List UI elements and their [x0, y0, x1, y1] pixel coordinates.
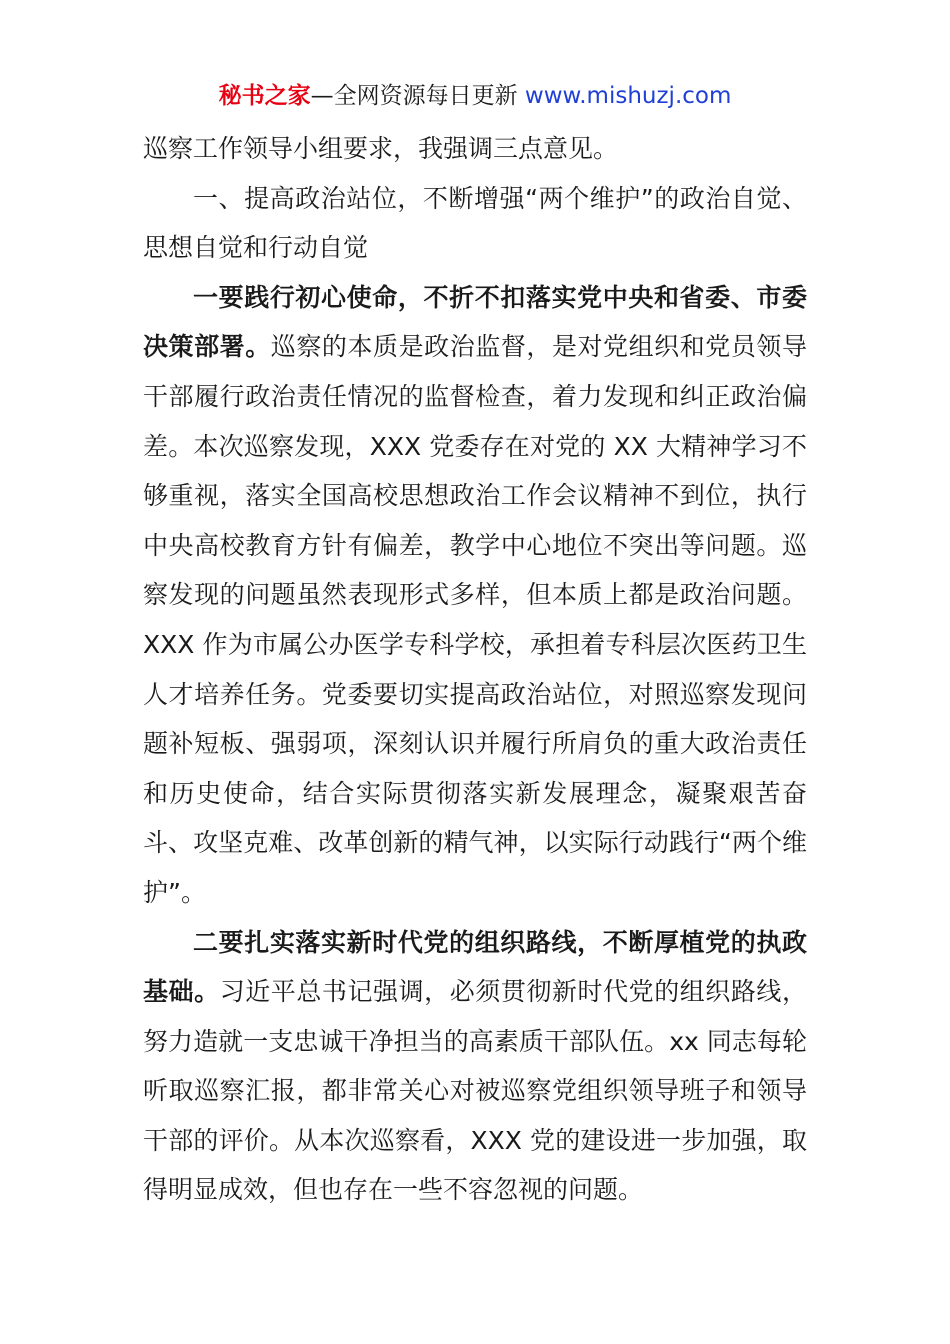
paragraph-intro: 巡察工作领导小组要求，我强调三点意见。 — [143, 134, 619, 163]
point-1-lead: 一要践行初心使命，不折不扣落实党中央和省委、市委决策部署。 — [143, 282, 807, 362]
point-2-lead: 二要扎实落实新时代党的组织路线，不断厚植党的执政基础。 — [143, 927, 807, 1007]
paragraph-point-2 — [143, 918, 807, 1216]
point-2-body: 习近平总书记强调，必须贯彻新时代党的组织路线，努力造就一支忠诚干净担当的高素质干部队伍。xx 同志每轮听取巡察汇报，都非常关心对被巡察党组织领导班子和领导干部的评价。从本次巡察看，XXX 党的建设进一步加强，取得明显成效，但也存在一些不容忽视的问题。 — [143, 977, 807, 1205]
point-1-body: 巡察的本质是政治监督，是对党组织和党员领导干部履行政治责任情况的监督检查，着力发现和纠正政治偏差。本次巡察发现，XXX 党委存在对党的 XX 大精神学习不够重视，落实全国高校思想政治工作会议精神不到位，执行中央高校教育方针有偏差，教学中心地位不突出等问题。巡察发现的问题虽然表现形式多样，但本质上都是政治问题。XXX 作为市属公办医学专科学校，承担着专科层次医药卫生人才培养任务。党委要切实提高政治站位，对照巡察发现问题补短板、强弱项，深刻认识并履行所肩负的重大政治责任和历史使命，结合实际贯彻落实新发展理念，凝聚艰苦奋斗、攻坚克难、改革创新的精气神，以实际行动践行“两个维护”。 — [143, 332, 807, 907]
paragraph-point-1 — [143, 273, 807, 918]
site-brand: 秘书之家 — [218, 83, 311, 109]
section-heading-1: 一、提高政治站位，不断增强“两个维护”的政治自觉、思想自觉和行动自觉 — [143, 183, 807, 263]
document-body — [143, 124, 807, 1215]
site-header — [0, 80, 950, 112]
site-slogan: —全网资源每日更新 — [310, 83, 518, 109]
site-url-link[interactable]: www.mishuzj.com — [524, 83, 732, 109]
